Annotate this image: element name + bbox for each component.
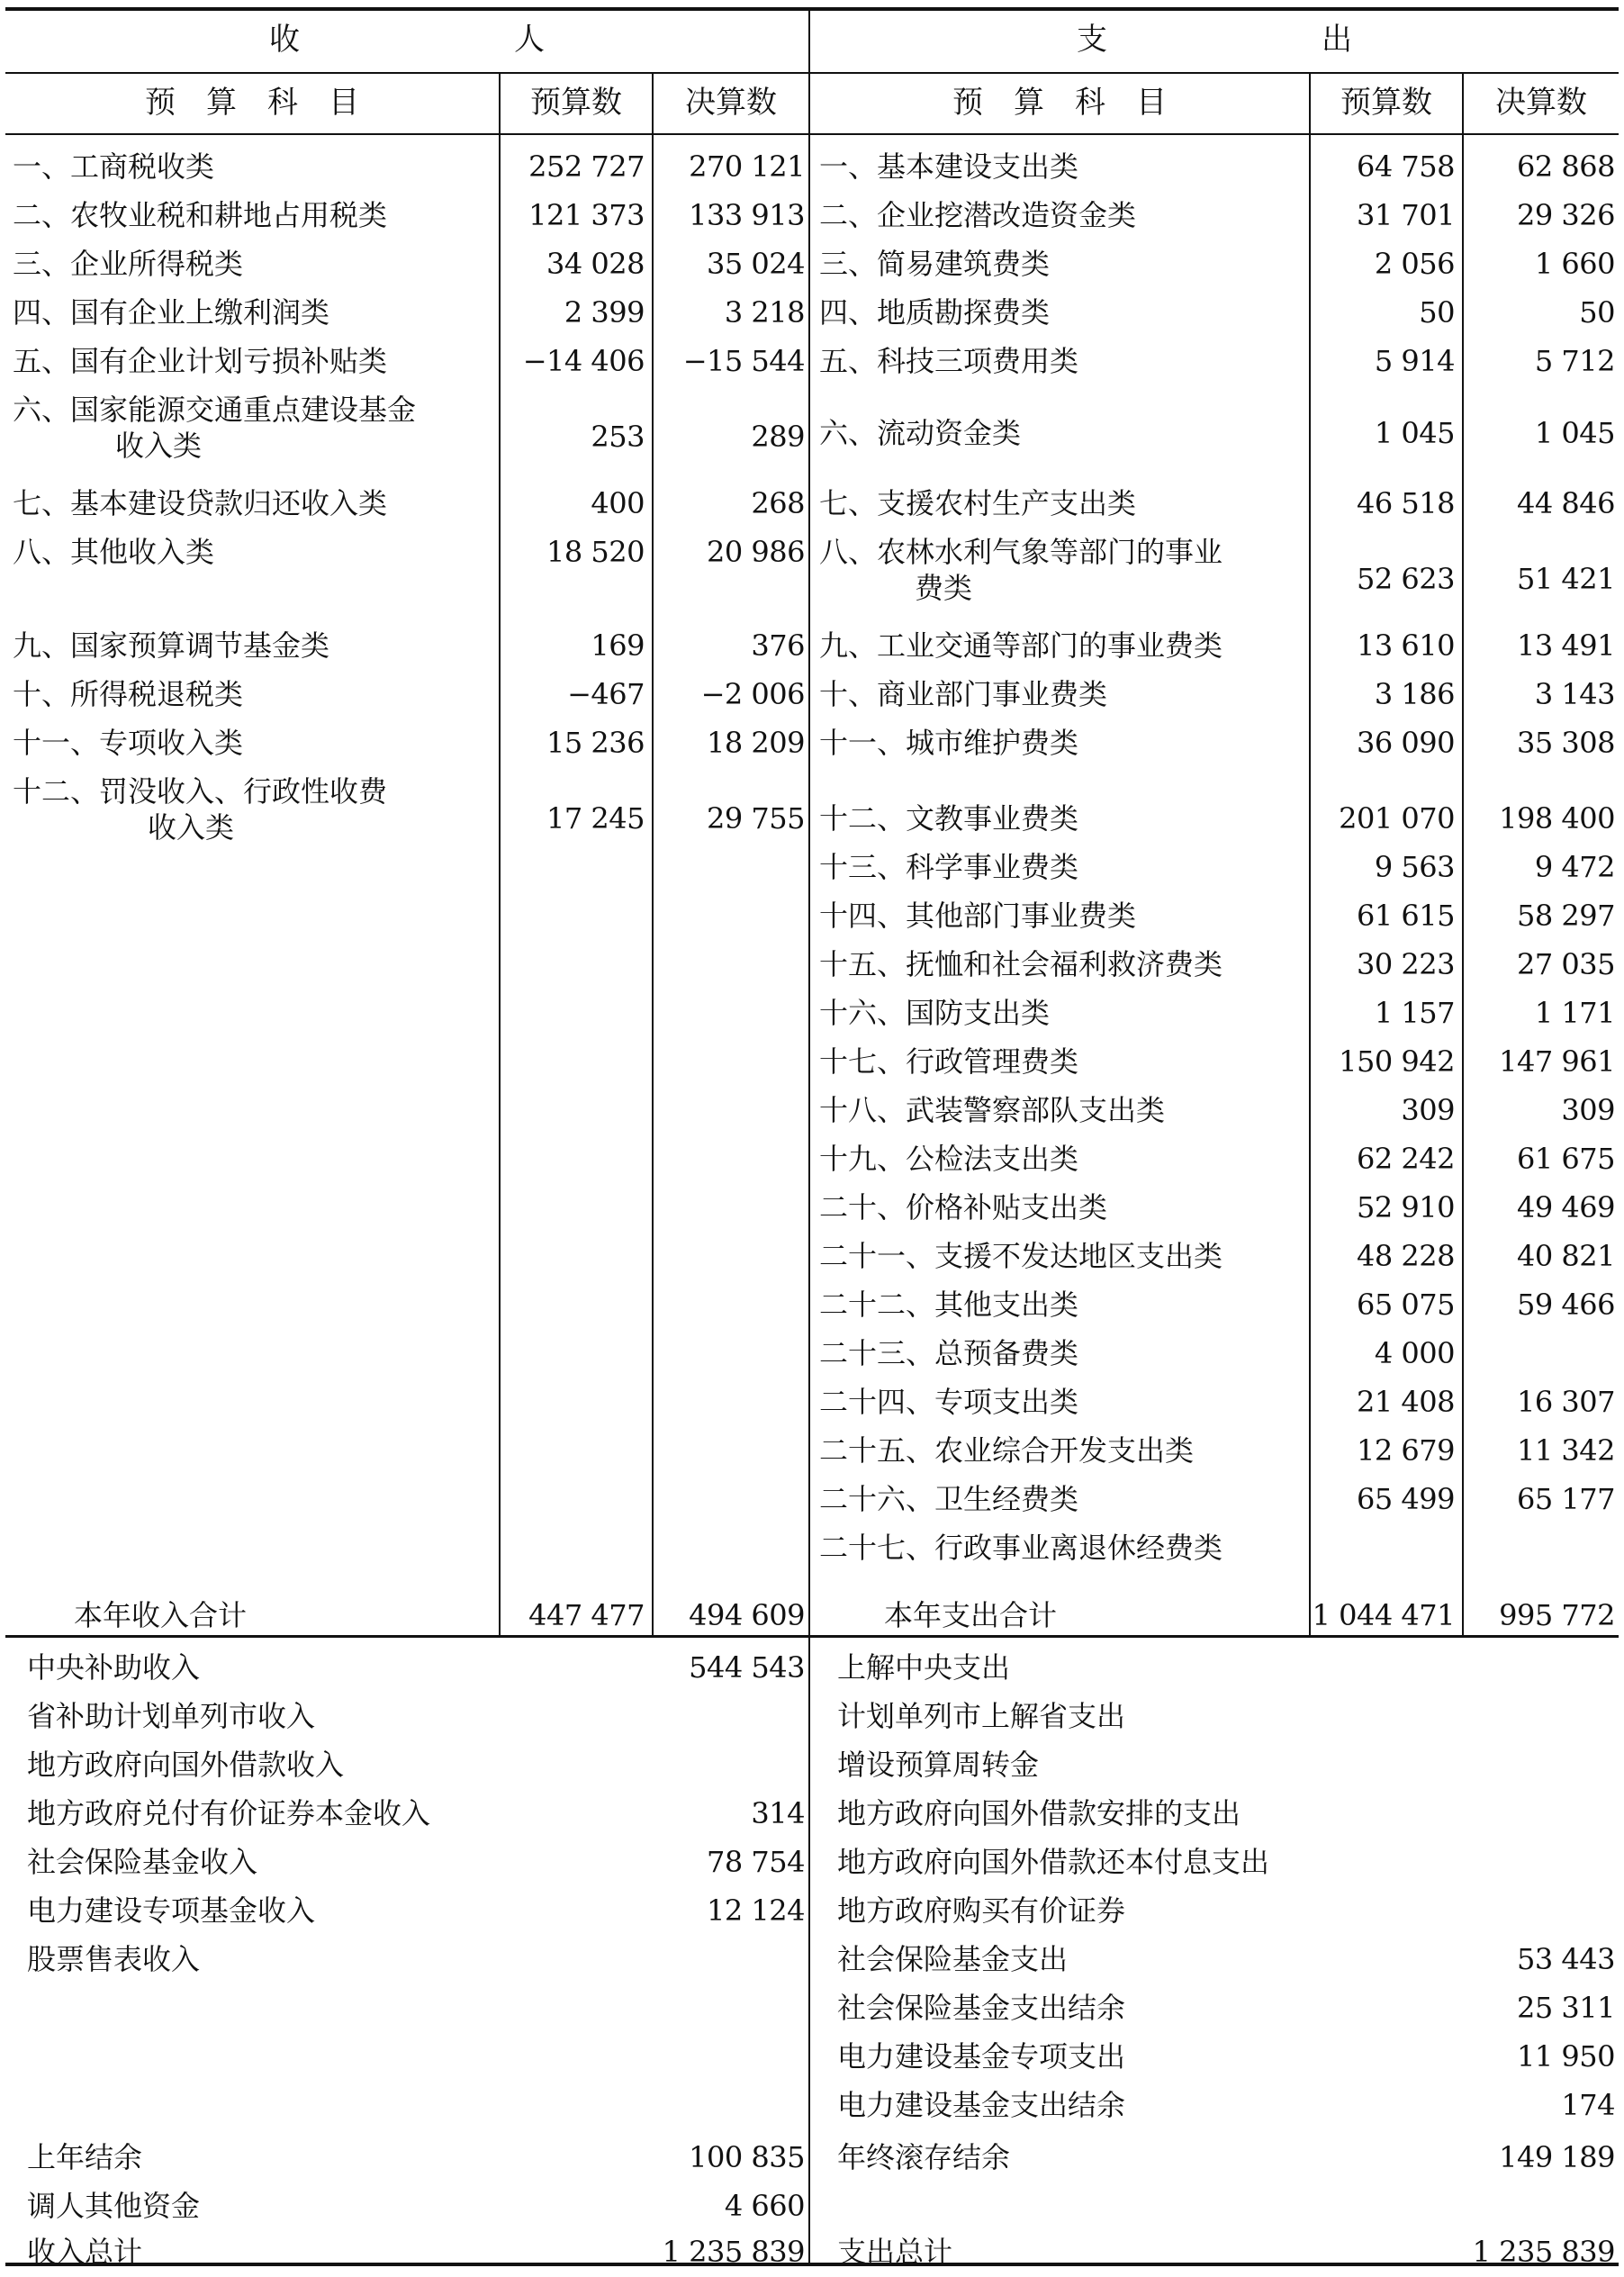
bottom-expense-value: 53 443	[1517, 1942, 1615, 1976]
bottom-income-name: 省补助计划单列市收入	[27, 1699, 316, 1733]
income-final-value: 18 209	[707, 726, 805, 760]
left-item-col-header: 预 算 科 目	[145, 85, 359, 121]
expense-item-name: 十四、其他部门事业费类	[819, 899, 1137, 933]
income-item-name: 六、国家能源交通重点建设基金	[13, 393, 417, 427]
expense-item-name: 九、工业交通等部门的事业费类	[819, 628, 1223, 663]
bottom-expense-value: 11 950	[1517, 2039, 1615, 2074]
expense-item-name: 六、流动资金类	[819, 416, 1022, 450]
expense-item-name: 二、企业挖潜改造资金类	[819, 198, 1137, 232]
bottom-income-name: 社会保险基金收入	[27, 1845, 258, 1879]
expense-item-name: 二十四、专项支出类	[819, 1385, 1079, 1419]
expense-final-value: 5 712	[1534, 344, 1615, 378]
expense-final-value	[1464, 1530, 1615, 1566]
expense-final-value: 3 143	[1534, 677, 1615, 711]
expense-item-name: 一、基本建设支出类	[819, 149, 1079, 184]
expense-item-name: 七、支援农村生产支出类	[819, 486, 1137, 520]
bottom-expense-name: 地方政府向国外借款安排的支出	[837, 1796, 1241, 1830]
expense-item-name: 二十、价格补贴支出类	[819, 1190, 1108, 1224]
expense-final-value: 147 961	[1499, 1044, 1615, 1079]
bottom-expense-value	[1410, 1747, 1615, 1783]
income-budget-value: 169	[591, 628, 645, 663]
expense-final-value: 27 035	[1517, 947, 1615, 981]
income-total-final: 494 609	[689, 1598, 805, 1632]
income-budget-value: 34 028	[546, 247, 645, 281]
income-final-value: 270 121	[689, 149, 805, 184]
expense-budget-value	[1311, 1530, 1455, 1566]
bottom-expense-name: 支出总计	[837, 2235, 953, 2269]
expense-budget-value: 21 408	[1357, 1385, 1455, 1419]
expense-budget-value: 30 223	[1357, 947, 1455, 981]
income-item-name-cont: 收入类	[148, 810, 235, 845]
expense-final-value: 16 307	[1517, 1385, 1615, 1419]
bottom-income-value	[636, 1941, 805, 1977]
income-budget-value: 15 236	[546, 726, 645, 760]
expense-budget-value: 52 910	[1357, 1190, 1455, 1224]
bottom-income-name: 中央补助收入	[27, 1650, 201, 1685]
income-item-name: 十二、罚没收入、行政性收费	[13, 774, 388, 809]
income-final-value: 133 913	[689, 198, 805, 232]
income-budget-value: 18 520	[546, 535, 645, 569]
income-budget-value: 121 373	[528, 198, 645, 232]
bottom-expense-name: 计划单列市上解省支出	[837, 1699, 1126, 1733]
table-bottom-border	[5, 2263, 1619, 2266]
income-item-name: 九、国家预算调节基金类	[13, 628, 330, 663]
table-top-border	[5, 7, 1619, 11]
income-final-value: 29 755	[707, 801, 805, 836]
right-final-col-header: 决算数	[1495, 85, 1587, 121]
income-item-name: 七、基本建设贷款归还收入类	[13, 486, 388, 520]
expense-budget-value: 150 942	[1339, 1044, 1455, 1079]
bottom-expense-name: 社会保险基金支出结余	[837, 1991, 1126, 2025]
expense-budget-value: 201 070	[1339, 801, 1455, 836]
expense-final-value: 59 466	[1517, 1288, 1615, 1322]
bottom-income-value: 544 543	[689, 1650, 805, 1685]
bottom-expense-name: 地方政府购买有价证券	[837, 1893, 1126, 1928]
expense-budget-value: 4 000	[1374, 1336, 1455, 1370]
bottom-income-value	[636, 1747, 805, 1783]
expense-final-value: 1 045	[1534, 416, 1615, 450]
bottom-expense-name: 年终滚存结余	[837, 2140, 1011, 2174]
expense-budget-value: 48 228	[1357, 1239, 1455, 1273]
expense-total-label: 本年支出合计	[884, 1598, 1058, 1632]
bottom-expense-value	[1410, 1844, 1615, 1880]
center-divider	[808, 7, 810, 2264]
expense-final-value: 65 177	[1517, 1482, 1615, 1516]
bottom-income-value: 100 835	[689, 2140, 805, 2174]
expense-budget-value: 36 090	[1357, 726, 1455, 760]
income-item-name-cont: 收入类	[115, 429, 203, 463]
bottom-expense-name: 电力建设基金支出结余	[837, 2088, 1126, 2122]
bottom-income-value: 314	[751, 1796, 805, 1830]
expense-final-value: 29 326	[1517, 198, 1615, 232]
expense-item-name: 十六、国防支出类	[819, 996, 1051, 1030]
expense-item-name: 二十一、支援不发达地区支出类	[819, 1239, 1223, 1273]
expense-item-name: 十三、科学事业费类	[819, 850, 1079, 884]
expense-budget-value: 2 056	[1374, 247, 1455, 281]
income-item-name: 一、工商税收类	[13, 149, 215, 184]
income-item-name: 五、国有企业计划亏损补贴类	[13, 344, 388, 378]
left-final-col-header: 决算数	[685, 85, 777, 121]
header-divider	[5, 72, 1619, 74]
expense-item-name: 十、商业部门事业费类	[819, 677, 1108, 711]
bottom-expense-value	[1410, 1795, 1615, 1831]
income-final-value: −2 006	[700, 677, 805, 711]
expense-item-name: 十八、武装警察部队支出类	[819, 1093, 1166, 1127]
expense-budget-value: 46 518	[1357, 486, 1455, 520]
expense-header: 支 出	[1077, 22, 1352, 58]
right-budget-col-header: 预算数	[1340, 85, 1432, 121]
income-budget-value: 17 245	[546, 801, 645, 836]
expense-item-name: 二十七、行政事业离退休经费类	[819, 1531, 1223, 1565]
bottom-income-name: 股票售表收入	[27, 1942, 201, 1976]
income-budget-value: −14 406	[522, 344, 645, 378]
income-header: 收 人	[269, 22, 545, 58]
bottom-income-name: 地方政府兑付有价证券本金收入	[27, 1796, 431, 1830]
income-total-budget: 447 477	[528, 1598, 645, 1632]
income-item-name: 二、农牧业税和耕地占用税类	[13, 198, 388, 232]
income-item-name: 十、所得税退税类	[13, 677, 244, 711]
income-budget-value: 252 727	[528, 149, 645, 184]
expense-item-name: 二十六、卫生经费类	[819, 1482, 1079, 1516]
expense-final-value: 50	[1579, 295, 1615, 330]
expense-item-name: 十七、行政管理费类	[819, 1044, 1079, 1079]
expense-item-name: 十二、文教事业费类	[819, 801, 1079, 836]
bottom-expense-value	[1410, 1893, 1615, 1929]
expense-item-name: 十九、公检法支出类	[819, 1142, 1079, 1176]
expense-final-value: 9 472	[1534, 850, 1615, 884]
expense-final-value	[1464, 1335, 1615, 1371]
expense-final-value: 58 297	[1517, 899, 1615, 933]
expense-final-value: 51 421	[1517, 562, 1615, 596]
totals-divider	[5, 1635, 1619, 1638]
expense-budget-value: 31 701	[1357, 198, 1455, 232]
expense-budget-value: 52 623	[1357, 562, 1455, 596]
expense-total-final: 995 772	[1499, 1598, 1615, 1632]
expense-final-value: 1 660	[1534, 247, 1615, 281]
bottom-income-name: 电力建设专项基金收入	[27, 1893, 316, 1928]
income-final-value: 3 218	[724, 295, 805, 330]
bottom-expense-value	[1410, 1649, 1615, 1685]
income-final-value: 376	[751, 628, 805, 663]
bottom-income-value: 78 754	[707, 1845, 805, 1879]
expense-final-value: 49 469	[1517, 1190, 1615, 1224]
expense-budget-value: 1 045	[1374, 416, 1455, 450]
expense-budget-value: 65 075	[1357, 1288, 1455, 1322]
expense-item-name: 二十三、总预备费类	[819, 1336, 1079, 1370]
income-final-value: −15 544	[682, 344, 805, 378]
income-final-value: 289	[751, 420, 805, 454]
expense-budget-value: 50	[1419, 295, 1455, 330]
expense-item-name: 十一、城市维护费类	[819, 726, 1079, 760]
expense-final-value: 40 821	[1517, 1239, 1615, 1273]
budget-final-accounts-table	[5, 7, 1619, 2269]
expense-item-name: 五、科技三项费用类	[819, 344, 1079, 378]
expense-budget-value: 12 679	[1357, 1433, 1455, 1468]
expense-budget-value: 62 242	[1357, 1142, 1455, 1176]
expense-item-name: 二十五、农业综合开发支出类	[819, 1433, 1195, 1468]
expense-total-budget: 1 044 471	[1312, 1598, 1455, 1632]
expense-budget-value: 1 157	[1374, 996, 1455, 1030]
expense-budget-value: 13 610	[1357, 628, 1455, 663]
expense-item-name: 四、地质勘探费类	[819, 295, 1051, 330]
bottom-income-name: 地方政府向国外借款收入	[27, 1748, 345, 1782]
bottom-expense-name: 社会保险基金支出	[837, 1942, 1069, 1976]
right-item-col-header: 预 算 科 目	[952, 85, 1167, 121]
expense-item-name: 三、简易建筑费类	[819, 247, 1051, 281]
bottom-income-name: 调人其他资金	[27, 2189, 201, 2223]
income-item-name: 三、企业所得税类	[13, 247, 244, 281]
bottom-income-value	[636, 1698, 805, 1734]
expense-final-value: 309	[1561, 1093, 1615, 1127]
income-item-name: 八、其他收入类	[13, 535, 215, 569]
expense-budget-value: 5 914	[1374, 344, 1455, 378]
expense-final-value: 35 308	[1517, 726, 1615, 760]
bottom-expense-name: 增设预算周转金	[837, 1748, 1040, 1782]
income-final-value: 35 024	[707, 247, 805, 281]
expense-item-name: 二十二、其他支出类	[819, 1288, 1079, 1322]
expense-budget-value: 64 758	[1357, 149, 1455, 184]
expense-item-name-cont: 费类	[915, 571, 973, 605]
income-budget-value: 400	[591, 486, 645, 520]
bottom-income-value: 12 124	[707, 1893, 805, 1928]
income-total-label: 本年收入合计	[74, 1598, 248, 1632]
bottom-expense-name: 地方政府向国外借款还本付息支出	[837, 1845, 1270, 1879]
expense-final-value: 1 171	[1534, 996, 1615, 1030]
income-item-name: 四、国有企业上缴利润类	[13, 295, 330, 330]
bottom-income-name: 上年结余	[27, 2140, 143, 2174]
expense-final-value: 62 868	[1517, 149, 1615, 184]
income-item-name: 十一、专项收入类	[13, 726, 244, 760]
expense-final-value: 44 846	[1517, 486, 1615, 520]
expense-budget-value: 61 615	[1357, 899, 1455, 933]
expense-item-name: 十五、抚恤和社会福利救济费类	[819, 947, 1223, 981]
income-budget-value: −467	[567, 677, 645, 711]
left-budget-col-header: 预算数	[530, 85, 622, 121]
expense-budget-value: 309	[1401, 1093, 1455, 1127]
expense-final-value: 11 342	[1517, 1433, 1615, 1468]
bottom-expense-value: 174	[1561, 2088, 1615, 2122]
bottom-income-value: 1 235 839	[662, 2235, 805, 2269]
expense-final-value: 61 675	[1517, 1142, 1615, 1176]
bottom-expense-value: 25 311	[1517, 1991, 1615, 2025]
expense-budget-value: 65 499	[1357, 1482, 1455, 1516]
bottom-expense-value	[1410, 1698, 1615, 1734]
expense-item-name: 八、农林水利气象等部门的事业	[819, 535, 1223, 569]
expense-budget-value: 9 563	[1374, 850, 1455, 884]
expense-final-value: 198 400	[1499, 801, 1615, 836]
column-header-divider	[5, 133, 1619, 135]
bottom-expense-name: 上解中央支出	[837, 1650, 1011, 1685]
bottom-expense-value: 149 189	[1499, 2140, 1615, 2174]
income-budget-value: 2 399	[564, 295, 645, 330]
income-final-value: 268	[751, 486, 805, 520]
income-final-value: 20 986	[707, 535, 805, 569]
expense-budget-value: 3 186	[1374, 677, 1455, 711]
bottom-expense-value: 1 235 839	[1472, 2235, 1615, 2269]
expense-final-value: 13 491	[1517, 628, 1615, 663]
bottom-expense-name: 电力建设基金专项支出	[837, 2039, 1126, 2074]
bottom-income-name: 收入总计	[27, 2235, 143, 2269]
bottom-income-value: 4 660	[724, 2189, 805, 2223]
income-budget-value: 253	[591, 420, 645, 454]
